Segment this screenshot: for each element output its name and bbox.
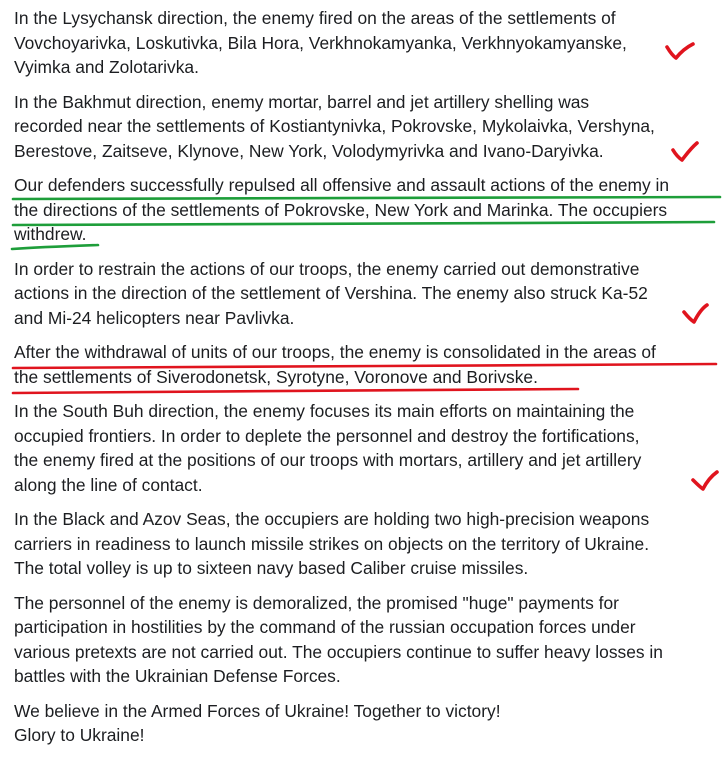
paragraph-withdrawal: After the withdrawal of units of our troops, the enemy is consolidated in the areas of the settlements of Siverodonetsk, Syrotyne, Voronove and Borivske.: [14, 342, 656, 387]
paragraph-black-azov-seas: In the Black and Azov Seas, the occupiers are holding two high-precision weapons carriers in readiness to launch missile strikes on objects on the territory of Ukraine. The total volley is up to sixteen navy based Caliber cruise missiles.: [14, 509, 650, 578]
paragraph-enemy-demoralized: The personnel of the enemy is demoralized, the promised "huge" payments for participation in hostilities by the command of the russian occupation forces under various pretexts are not carried out. The occupiers continue to suffer heavy losses in battles with the Ukrainian Defense Forces.: [14, 592, 663, 686]
paragraph-closing: We believe in the Armed Forces of Ukraine! Together to victory! Glory to Ukraine!: [14, 700, 501, 745]
paragraph-bakhmut: In the Bakhmut direction, enemy mortar, barrel and jet artillery shelling was recorded near the settlements of Kostiantynivka, Pokrovske, Mykolaivka, Vershyna, Berestove, Zaitseve, Klynove, New York, Volodymyrivka and Ivano-Daryivka.: [14, 91, 655, 161]
paragraph-south-buh: In the South Buh direction, the enemy focuses its main efforts on maintaining the occupied frontiers. In order to deplete the personnel and destroy the fortifications, the enemy fired at the positions of our troops with mortars, artillery and jet artillery along the line of contact.: [14, 401, 642, 495]
document-body: [14, 6, 720, 748]
paragraph-lysychansk: In the Lysychansk direction, the enemy fired on the areas of the settlements of Vovchoyarivka, Loskutivka, Bila Hora, Verkhnokamyanka, Verkhnyokamyanske, Vyimka and Zolotarivka.: [14, 8, 627, 77]
paragraph-restrain-actions: In order to restrain the actions of our troops, the enemy carried out demonstrative actions in the direction of the settlement of Vershina. The enemy also struck Ka-52 and Mi-24 helicopters near Pavlivka.: [14, 258, 648, 328]
paragraph-defenders-repulsed: Our defenders successfully repulsed all offensive and assault actions of the enemy in the directions of the settlements of Pokrovske, New York and Marinka. The occupiers withdrew.: [14, 175, 670, 244]
